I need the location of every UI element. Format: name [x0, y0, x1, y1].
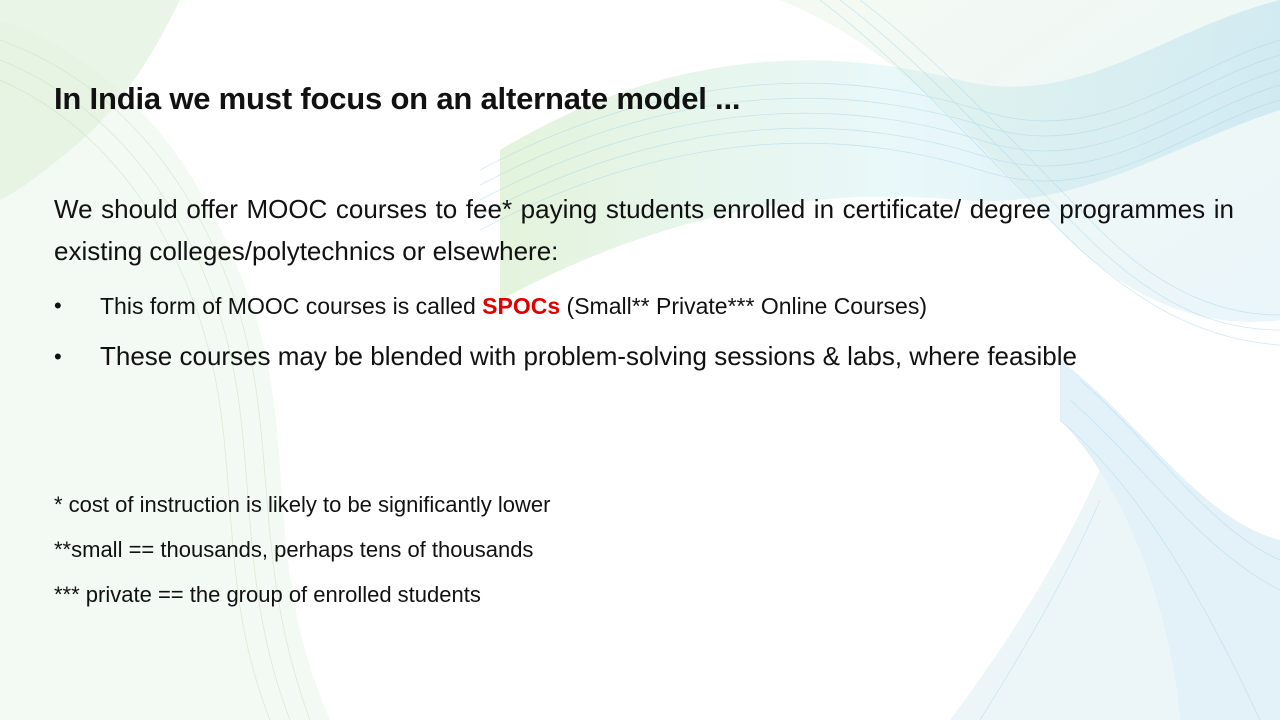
bullet-marker: •: [54, 344, 62, 369]
bullet-text: [100, 288, 1190, 324]
spocs-highlight: SPOCs: [482, 293, 561, 319]
footnote-private: *** private == the group of enrolled students: [54, 582, 481, 607]
bullet-marker: •: [54, 293, 62, 318]
footnotes: [54, 482, 550, 617]
footnote-cost: * cost of instruction is likely to be significantly lower: [54, 492, 551, 517]
intro-paragraph: We should offer MOOC courses to fee* paying students enrolled in certificate/ degree programmes in existing colleges/polytechnics or elsewhere:: [54, 194, 1234, 266]
bullet-text-after: (Small** Private*** Online Courses): [560, 293, 927, 319]
footnote-small: **small == thousands, perhaps tens of thousands: [54, 537, 534, 562]
bullet-text: These courses may be blended with problem-solving sessions & labs, where feasible: [100, 341, 1077, 371]
bullet-text-before: This form of MOOC courses is called: [100, 293, 483, 319]
slide-title: In India we must focus on an alternate model ...: [54, 81, 741, 116]
